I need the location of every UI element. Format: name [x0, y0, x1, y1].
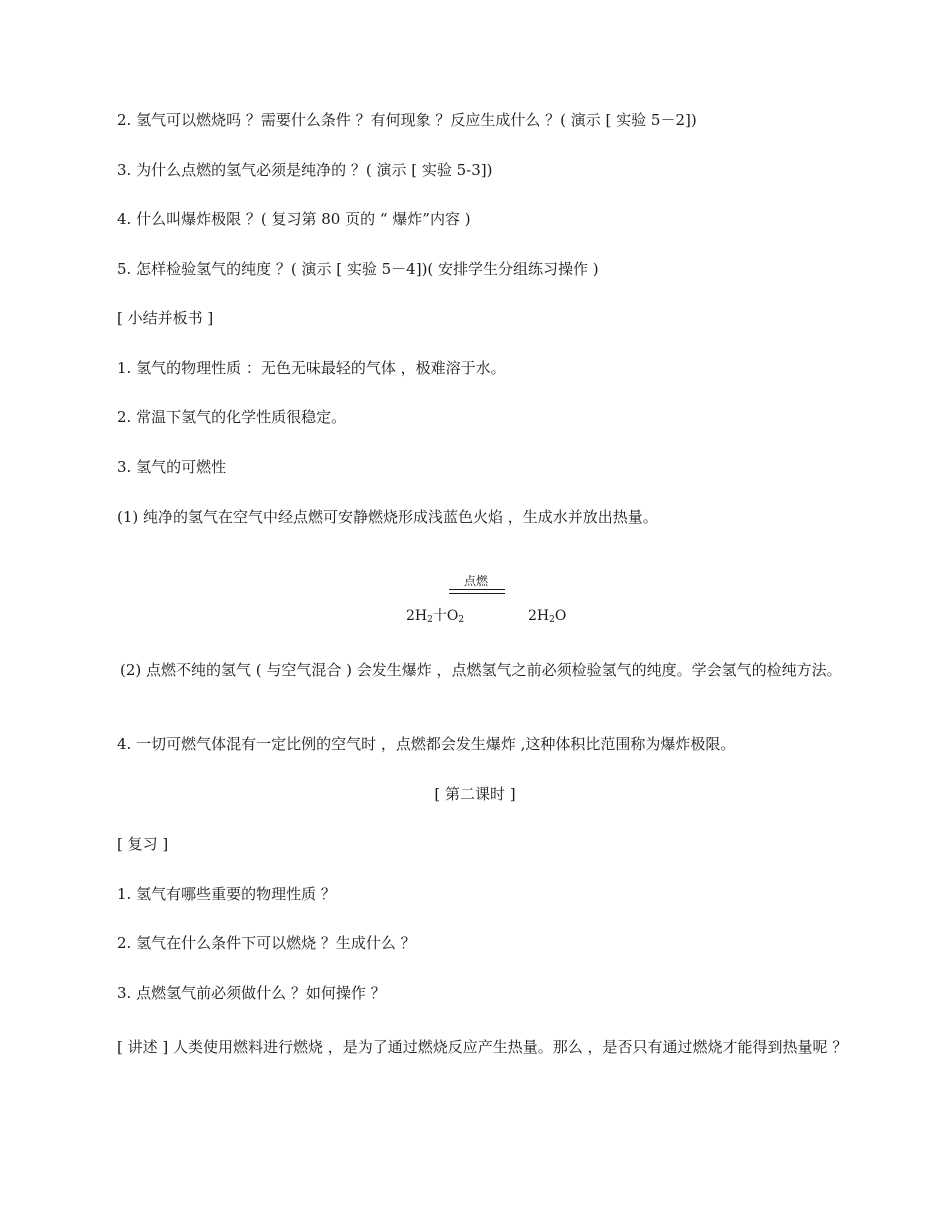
review-item-1: 1. 氢气有哪些重要的物理性质 ？ — [117, 885, 336, 903]
question-4: 4. 什么叫爆炸极限 ？( 复习第 80 页的 “ 爆炸”内容 ) — [117, 210, 471, 228]
product-h: 2H — [528, 608, 550, 624]
point-4: 4. 一切可燃气体混有一定比例的空气时 ，点燃都会发生爆炸 ,这种体积比范围称为爆炸极限。 — [117, 735, 736, 753]
question-5: 5. 怎样检验氢气的纯度 ？( 演示 [ 实验 5－4])( 安排学生分组练习操作 ) — [117, 260, 599, 278]
reactant-o-subscript: 2 — [458, 615, 465, 625]
reactant-h-subscript: 2 — [427, 615, 433, 625]
review-item-3: 3. 点燃氢气前必须做什么 ？如何操作 ？ — [117, 984, 386, 1002]
equation-bar-bottom — [449, 593, 505, 594]
reactant-h: 2H — [406, 608, 428, 624]
point-2: (2) 点燃不纯的氢气 ( 与空气混合 ) 会发生爆炸 ，点燃氢气之前必须检验氢气的纯度。学会氢气的检纯方法。 — [120, 661, 842, 679]
review-item-2: 2. 氢气在什么条件下可以燃烧 ？生成什么 ？ — [117, 934, 416, 952]
reactant-o: 十O — [432, 608, 459, 624]
question-2: 2. 氢气可以燃烧吗 ？需要什么条件 ？有何现象 ？反应生成什么 ？( 演示 [ 实验 5－2]) — [117, 111, 697, 129]
section-title: [ 第二课时 ] — [434, 785, 516, 803]
summary-item-3: 3. 氢气的可燃性 — [117, 458, 227, 476]
product-o: O — [554, 608, 567, 624]
summary-item-2: 2. 常温下氢气的化学性质很稳定。 — [117, 408, 347, 426]
lecture-paragraph: [ 讲述 ] 人类使用燃料进行燃烧 ，是为了通过燃烧反应产生热量。那么 ，是否只有通过燃烧才能得到热量呢 ？ — [117, 1038, 848, 1056]
reaction-condition: 点燃 — [463, 574, 488, 588]
product-h-subscript: 2 — [549, 615, 555, 625]
point-1: (1) 纯净的氢气在空气中经点燃可安静燃烧形成浅蓝色火焰 ，生成水并放出热量。 — [117, 508, 658, 526]
summary-heading: [ 小结并板书 ] — [117, 309, 214, 327]
summary-item-1: 1. 氢气的物理性质 ：无色无味最轻的气体 ，极难溶于水。 — [117, 359, 506, 377]
reactants — [406, 606, 464, 630]
review-heading: [ 复习 ] — [117, 835, 169, 853]
products — [528, 606, 566, 630]
equation-bar-top — [449, 589, 505, 590]
question-3: 3. 为什么点燃的氢气必须是纯净的 ？( 演示 [ 实验 5-3]) — [117, 161, 493, 179]
